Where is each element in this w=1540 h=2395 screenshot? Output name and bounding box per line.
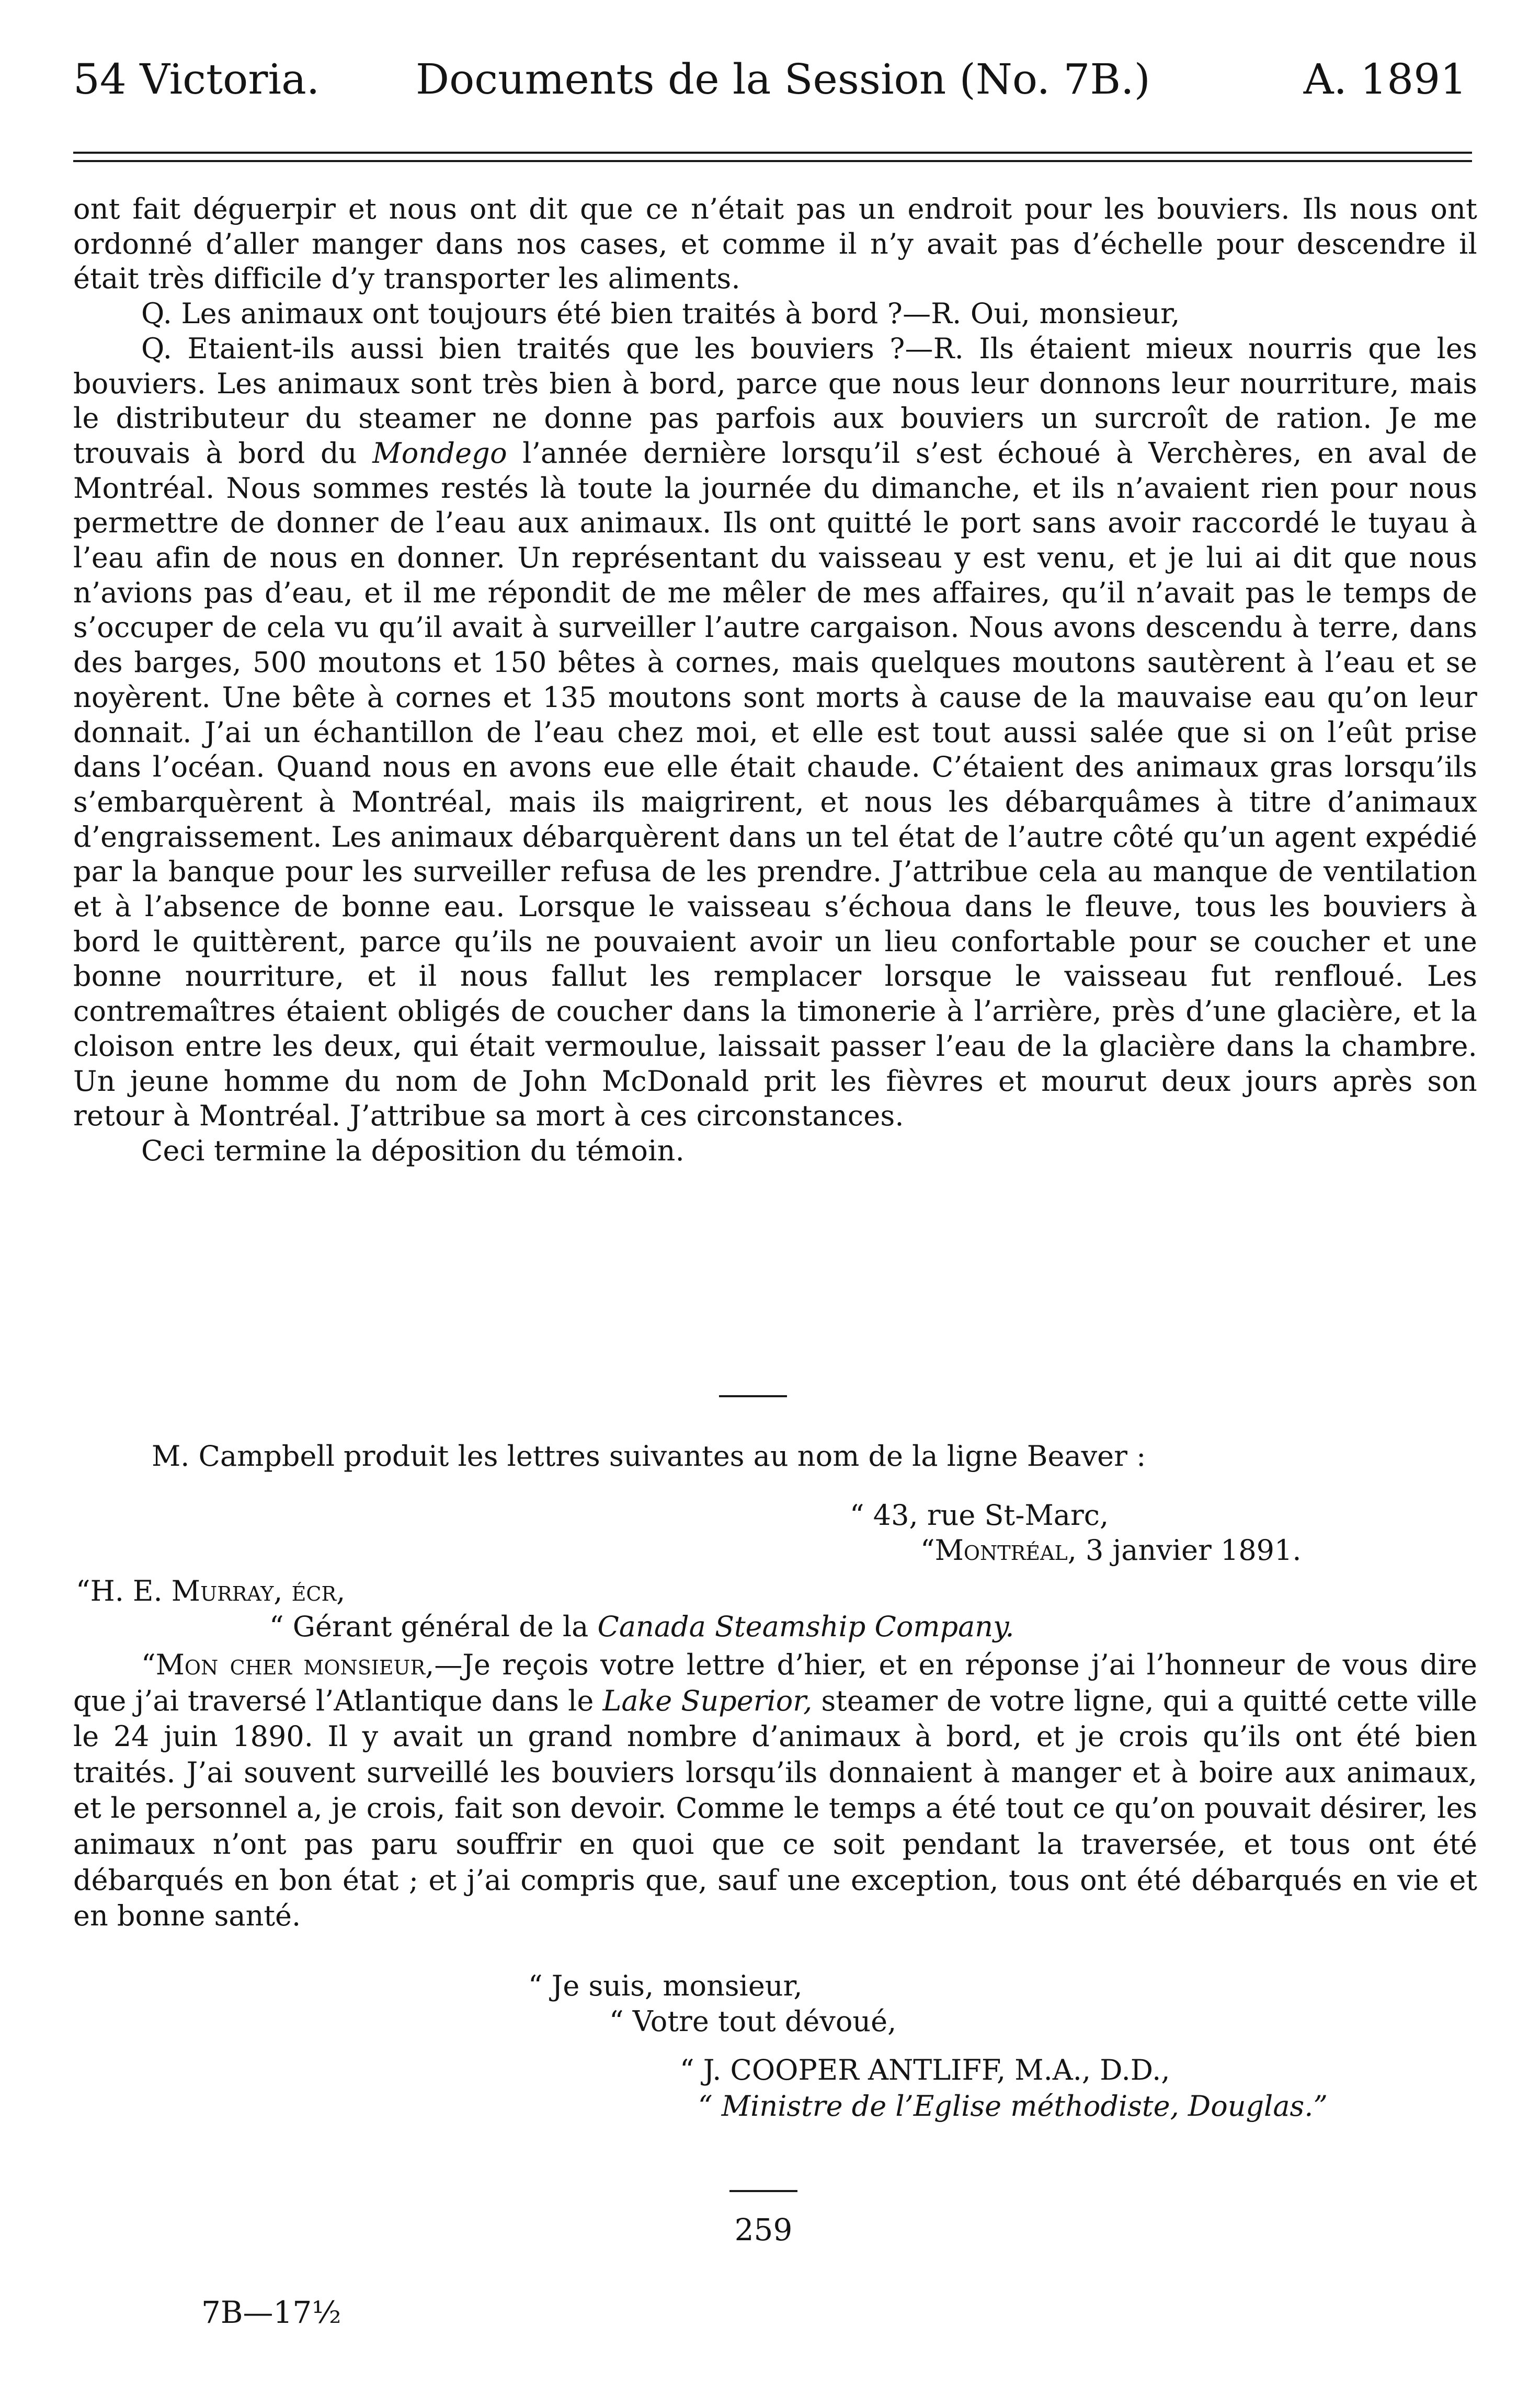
letter-address-street: “ 43, rue St-Marc, <box>850 1499 1109 1532</box>
letter-signature-title: “ Ministre de l’Eglise méthodiste, Douglas.” <box>698 2090 1328 2123</box>
question-answer-2-start: Q. Etaient-ils aussi bien traités que les bouviers ?—R. Ils étaient mieux nourris que les bouviers. Les animaux sont très bien à bord, parce que nous leur donnons leur nourriture, mais le distributeur du steamer ne donne pas parfois aux bouviers un surcroît de ration. Je me trouvais à bord du <box>73 332 1477 470</box>
section-divider <box>719 1395 787 1397</box>
letter-address-date <box>920 1533 1302 1568</box>
recipient-name: Murray, écr, <box>171 1575 346 1607</box>
letter-recipient <box>76 1574 345 1609</box>
letter-salutation: Mon cher monsieur, <box>155 1648 435 1681</box>
letter-recipient-title <box>269 1610 1014 1644</box>
letter-body-start: —Je reçois votre lettre d’hier, et en réponse j’ai l’honneur de vous dire que j’ai traversé l’Atlantique dans le <box>73 1648 1477 1717</box>
letter-date: , 3 janvier 1891. <box>1067 1534 1302 1567</box>
letter-body <box>73 1647 1477 1934</box>
question-answer-2-end: l’année dernière lorsqu’il s’est échoué à Verchères, en aval de Montréal. Nous sommes restés là toute la journée du dimanche, et ils n’avaient rien pour nous permettre de donner de l’eau aux animaux. Ils ont quitté le port sans avoir raccordé le tuyau à l’eau afin de nous en donner. Un représentant du vaisseau y est venu, et je lui ai dit que nous n’avions pas d’eau, et il me répondit de me mêler de mes affaires, qu’il n’avait pas le temps de s’occuper de cela vu qu’il avait à surveiller l’autre cargaison. Nous avons descendu à terre, dans des barges, 500 moutons et 150 bêtes à cornes, mais quelques moutons sautèrent à l’eau et se noyèrent. Une bête à cornes et 135 moutons sont morts à cause de la mauvaise eau qu’on leur donnait. J’ai un échantillon de l’eau chez moi, et elle est tout aussi salée que si on l’eût prise dans l’océan. Quand nous en avons eue elle était chaude. C’étaient des animaux gras lorsqu’ils s’embarquèrent à Montréal, mais ils maigrirent, et nous les débarquâmes à titre d’animaux d’engraissement. Les animaux débarquèrent dans un tel état de l’autre côté qu’un agent expédié par la banque pour les surveiller refusa de les prendre. J’attribue cela au manque de ventilation et à l’absence de bonne eau. Lorsque le vaisseau s’échoua dans le fleuve, tous les bouviers à bord le quittèrent, parce qu’ils ne pouvaient avoir un lieu confortable pour se coucher et une bonne nourriture, et il nous fallut les remplacer lorsque le vaisseau fut renfloué. Les contremaîtres étaient obligés de coucher dans la timonerie à l’arrière, près d’une glacière, et la cloison entre les deux, qui était vermoulue, laissait passer l’eau de la glacière dans la chambre. Un jeune homme du nom de John McDonald prit les fièvres et mourut deux jours après son retour à Montréal. J’attribue sa mort à ces circonstances. <box>73 436 1477 1133</box>
letter-closing-1: “ Je suis, monsieur, <box>528 1969 803 2002</box>
recipient-title: “ Gérant général de la <box>269 1610 598 1643</box>
page-number: 259 <box>734 2212 793 2248</box>
recipient-company: Canada Steamship Company. <box>597 1610 1014 1643</box>
footer-divider <box>729 2190 797 2192</box>
letter-body-end: steamer de votre ligne, qui a quitté cette ville le 24 juin 1890. Il y avait un grand nombre d’animaux à bord, et je crois qu’ils ont été bien traités. J’ai souvent surveillé les bouviers lorsqu’ils donnaient à manger et à boire aux animaux, et le personnel a, je crois, fait son devoir. Comme le temps a été tout ce qu’on pouvait désirer, les animaux n’ont pas paru souffrir en quoi que ce soit pendant la traversée, et tous ont été débarqués en bon état ; et j’ai compris que, sauf une exception, tous ont été débarqués en vie et en bonne santé. <box>73 1684 1478 1933</box>
recipient-initials: “H. E. <box>76 1575 172 1607</box>
letter-city: Montréal <box>934 1534 1068 1567</box>
running-header-left: 54 Victoria. <box>73 55 320 104</box>
question-answer-2 <box>73 332 1477 1134</box>
running-header-year: A. 1891 <box>1303 55 1467 104</box>
header-rule-bottom <box>73 160 1472 162</box>
quote-mark: “ <box>920 1534 935 1567</box>
letter-signature: “ J. COOPER ANTLIFF, M.A., D.D., <box>680 2054 1170 2086</box>
ship-name-mondego: Mondego <box>372 436 507 470</box>
header-rule-top <box>73 152 1472 154</box>
question-answer-1: Q. Les animaux ont toujours été bien traités à bord ?—R. Oui, monsieur, <box>141 297 1180 330</box>
running-header-title: Documents de la Session (No. 7B.) <box>416 55 1150 104</box>
testimony-paragraph: ont fait déguerpir et nous ont dit que ce n’était pas un endroit pour les bouviers. Ils nous ont ordonné d’aller manger dans nos cases, et comme il n’y avait pas d’échelle pour descendre il était très difficile d’y transporter les aliments. <box>73 192 1477 295</box>
ship-name-lake-superior: Lake Superior, <box>602 1684 813 1717</box>
printer-signature-mark: 7B—17½ <box>201 2295 341 2330</box>
letters-intro: M. Campbell produit les lettres suivantes au nom de la ligne Beaver : <box>152 1440 1146 1473</box>
salutation-quote: “ <box>141 1648 156 1681</box>
letter-paragraph <box>73 1647 1477 1934</box>
testimony-text <box>73 192 1477 1169</box>
testimony-closing: Ceci termine la déposition du témoin. <box>141 1134 685 1167</box>
letter-closing-2: “ Votre tout dévoué, <box>609 2005 897 2038</box>
